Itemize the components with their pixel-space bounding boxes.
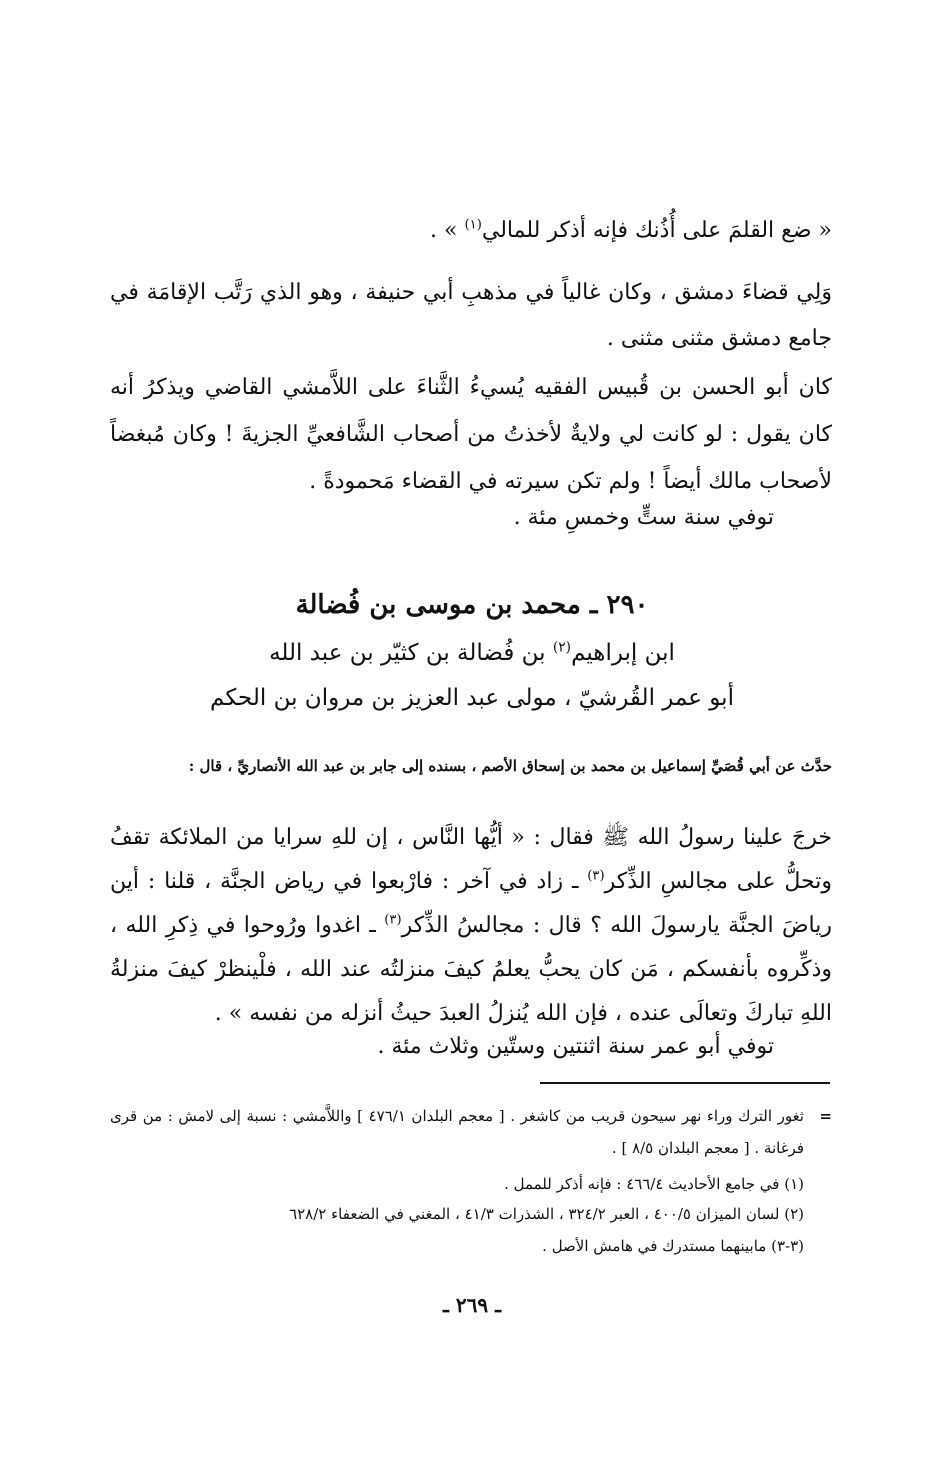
footnote-1: (١) في جامع الأحاديث ٤٦٦/٤ : فإنه أذكر للممل . [504,1175,804,1193]
page-number: ـ ٢٦٩ ـ [443,1293,501,1317]
footnote-2: (٢) لسان الميزان ٤٠٠/٥ ، العبر ٣٢٤/٢ ، الشذرات ٤١/٣ ، المغني في الضعفاء ٦٢٨/٢ [289,1205,804,1223]
entry-lineage-b: بن فُضالة بن كثيّر بن عبد الله [269,640,546,666]
entry-kunya: أبو عمر القُرشيّ ، مولى عبد العزيز بن مروان بن الحكم [210,685,734,711]
hadith-paragraph [110,816,832,1036]
footnote-separator [540,1082,830,1084]
quote-line [110,210,832,252]
hadith-part-c: ـ اغدوا ورُوحوا في ذِكرِ الله ، وذكِّروه بأنفسكم ، مَن كان يحبُّ يعلمُ كيفَ منزلتُه عند الله ، فلْينظرْ كيفَ منزلةُ اللهِ تباركَ وتعالَى عنده ، فإن الله يُنزلُ العبدَ حيثُ أنزله من نفسه » . [110,913,832,1026]
footnote-continued [110,1100,832,1164]
footnote-3: (٣-٣) مابينهما مستدرك في هامش الأصل . [542,1237,804,1255]
continuation-mark: = [819,1107,832,1125]
footnote-ref-3b: (٣) [384,912,402,928]
footnote-ref-2: (٢) [552,639,572,656]
paragraph-qubays: كان أبو الحسن بن قُبيس الفقيه يُسيءُ الثَّناءَ على اللاَّمشي القاضي ويذكرُ أنه كان يقول : لو كانت لي ولايةٌ لأخذتُ من أصحاب الشَّافعيِّ الجزيةَ ! وكان مُبغضاً لأصحاب مالك أيضاً ! ولم تكن سيرته في القضاء مَحمودةً . [110,375,832,494]
entry-lineage-a: ابن إبراهيم [571,640,675,666]
paragraph-judge: وَلِي قضاءَ دمشق ، وكان غالياً في مذهبِ أبي حنيفة ، وهو الذي رَتَّب الإقامَة في جامع دمشق مثنى مثنى . [110,280,832,351]
entry-lineage [0,640,944,666]
quote-close: » . [430,218,458,243]
hadith-part-b: ـ زاد في آخر : فارْبعوا في رياض الجنَّة ، قلنا : أين رياضَ الجنَّة يارسولَ الله ؟ قال : مجالسُ الذِّكر [110,869,833,938]
footnote-ref-1: (١) [464,217,482,233]
hadith-part-a: خرجَ علينا رسولُ الله ﷺ فقال : « أيُّها النَّاس ، إن للهِ سرايا من الملائكة تقفُ وتحلُّ على مجالسِ الذِّكر [110,825,832,894]
death-note-2: توفي أبو عمر سنة اثنتين وستّين وثلاث مئة . [377,1034,774,1059]
footnote-ref-3a: (٣) [587,868,605,884]
entry-title: ٢٩٠ ـ محمد بن موسى بن فُضالة [295,590,649,620]
death-note-1: توفي سنة ستٍّ وخمسِ مئة . [513,505,774,530]
footnote-continued-text: ثغور الترك وراء نهر سيحون قريب من كاشغر . [ معجم البلدان ٤٧٦/١ ] واللاَّمشي : نسبة إلى لامش : من قرى فرغانة . [ معجم البلدان ٨/٥ ] . [110,1107,804,1157]
isnad-text: حدَّث عن أبي قُصَيِّ إسماعيل بن محمد بن إسحاق الأصم ، بسنده إلى جابر بن عبد الله الأنصاريِّ ، قال : [188,757,832,775]
quote-text: « ضع القلمَ على أُذُنك فإنه أذكر للمالي [481,218,832,243]
